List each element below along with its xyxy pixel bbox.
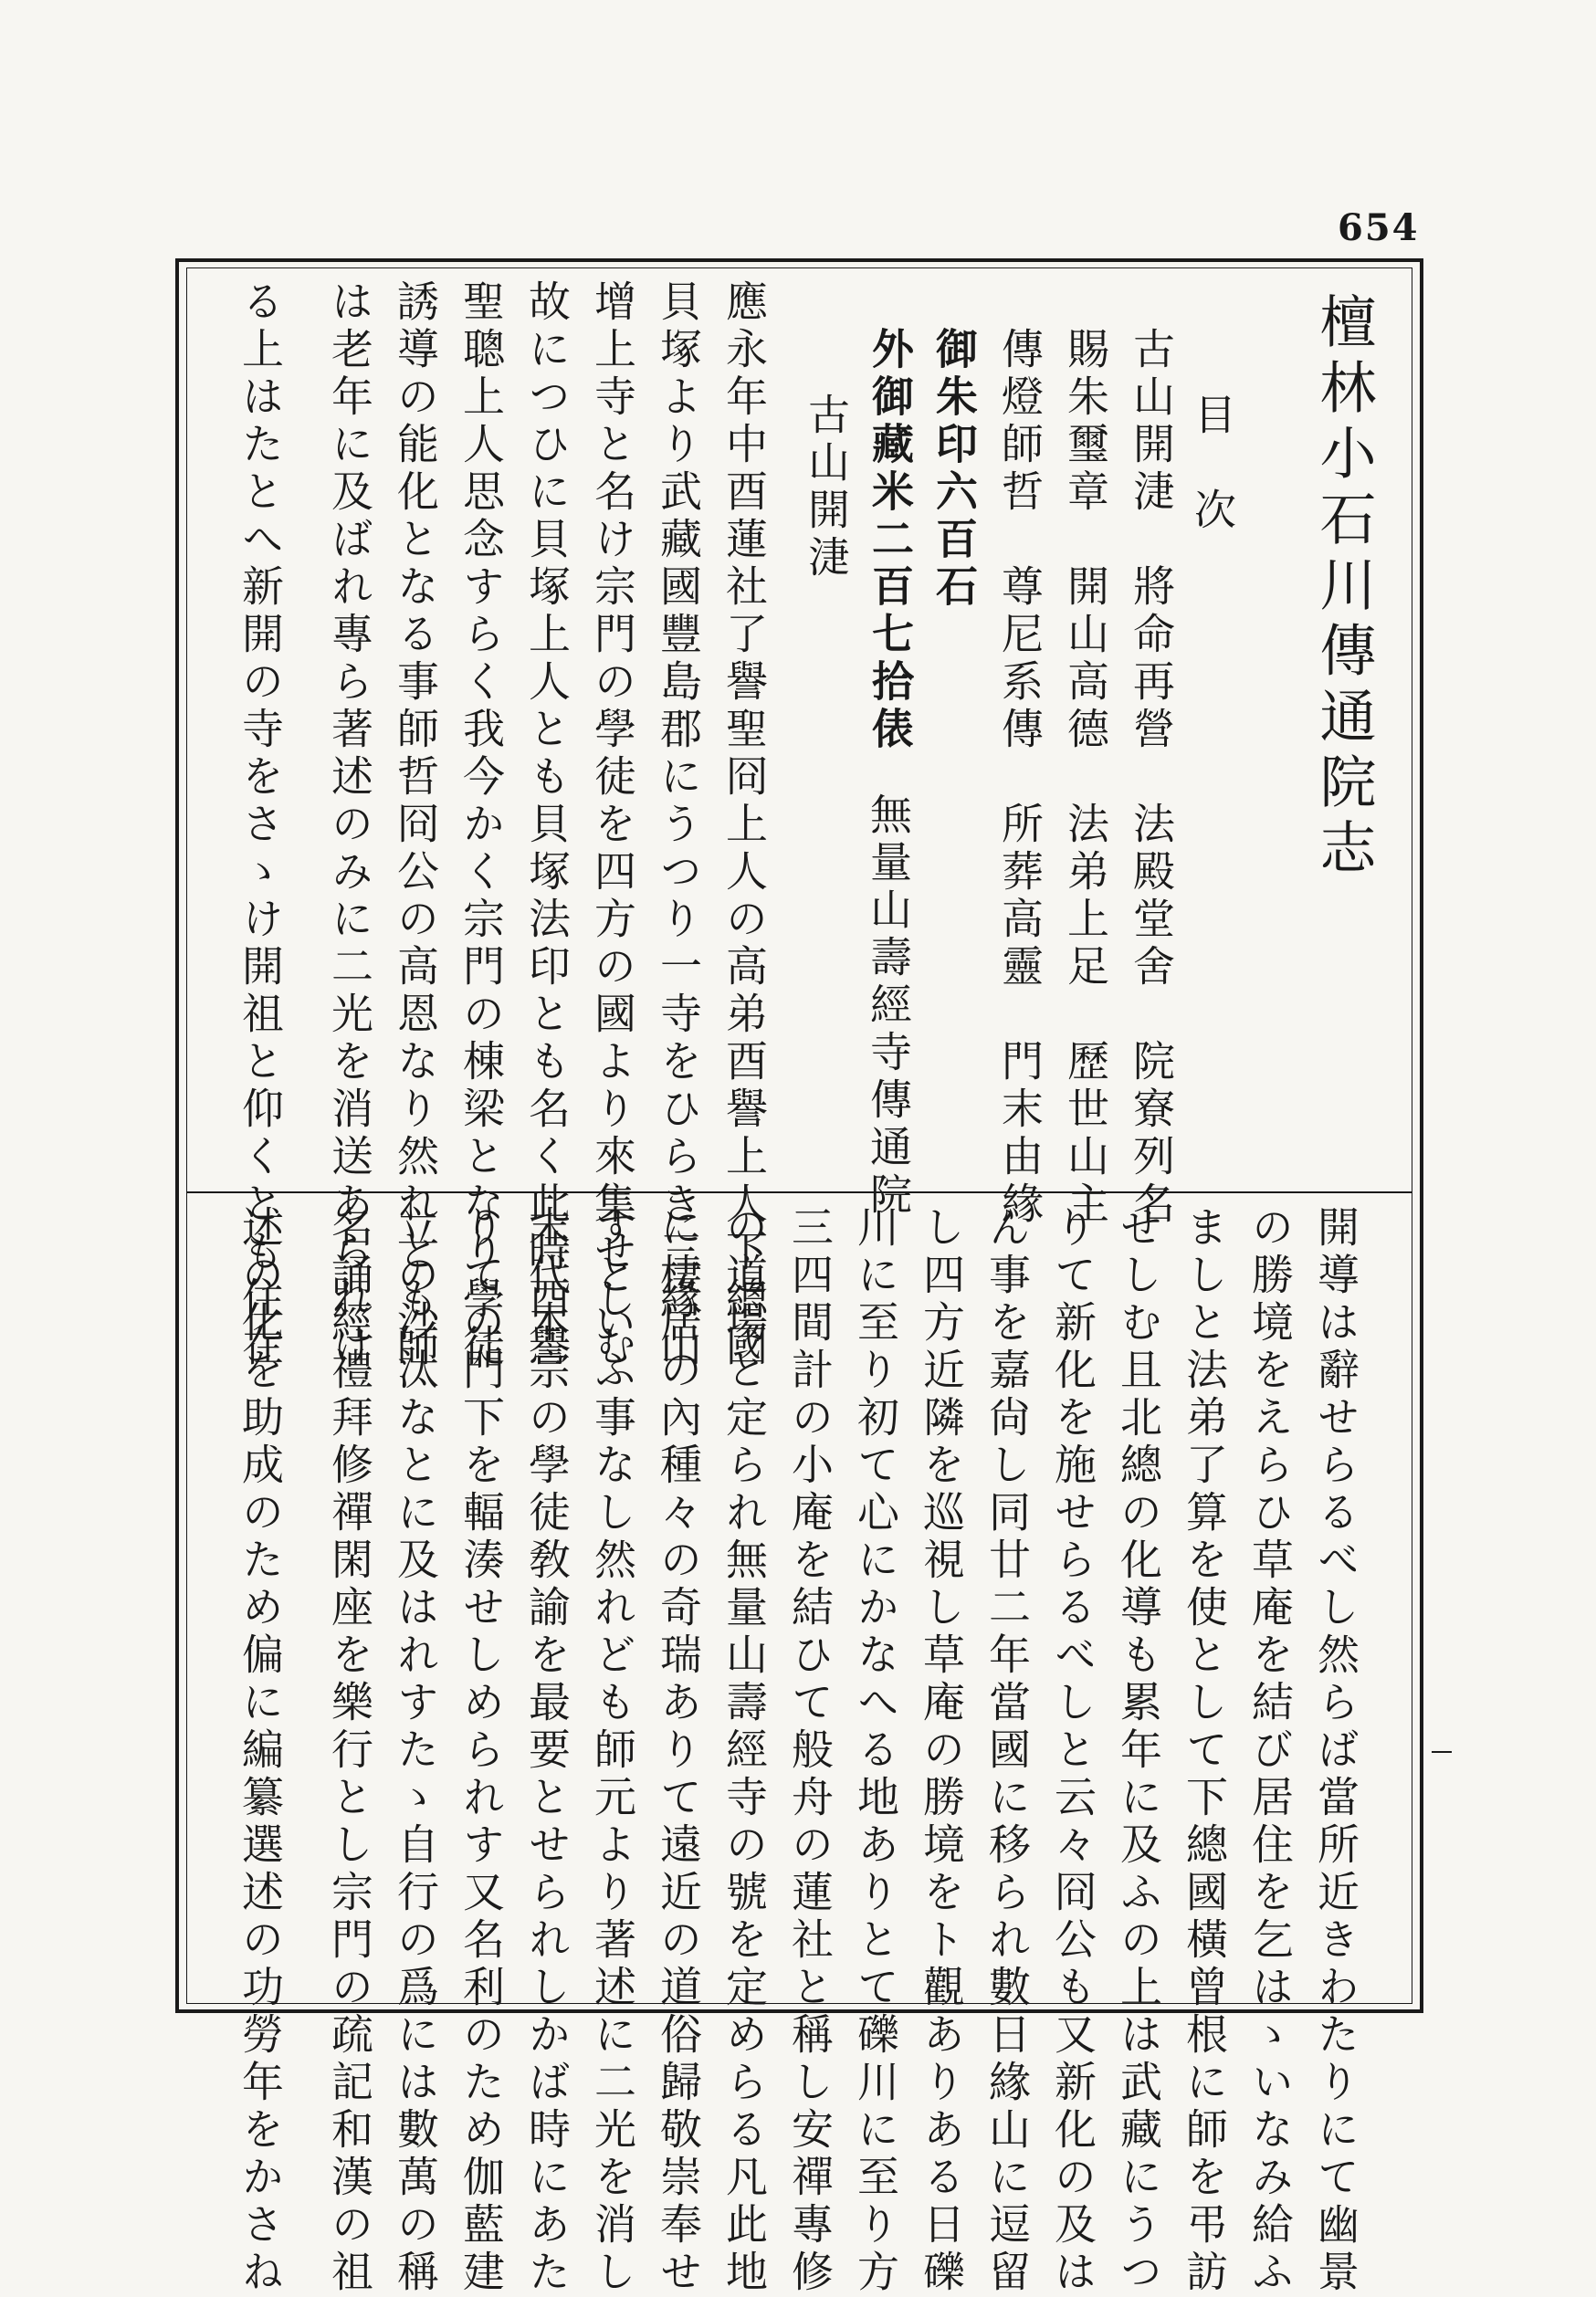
lower-body-line: 末代本宗の學徒敎諭を最要とせられしかば時にあた — [522, 1205, 572, 2297]
upper-body-line: は老年に及ばれ專ら著述のみに二光を消送あられけ — [325, 279, 374, 1371]
lower-body-line: 名誦經禮拜修禪閑座を樂行とし宗門の疏記和漢の祖 — [325, 1205, 374, 2297]
lower-body-line: りての門下を輻湊せしめられす又名利のため伽藍建 — [457, 1205, 506, 2297]
lower-body-line: の道場と定られ無量山壽經寺の號を定めらる凡此地 — [719, 1205, 769, 2297]
upper-body-line: 誘導の能化となる事師哲冏公の高恩なり然れとも師 — [391, 279, 440, 1371]
lower-body-line: ましと法弟了算を使として下總國橫曾根に師を弔訪 — [1180, 1205, 1229, 2297]
lower-body-line: せしむ且北總の化導も累年に及ふの上は武藏にうつ — [1114, 1205, 1163, 2297]
temple-name: 無量山壽經寺傳通院 — [864, 792, 913, 1220]
lower-body-line: に棲居の內種々の奇瑞ありて遠近の道俗歸敬崇奉せ — [654, 1205, 703, 2297]
upper-body-line: 貝塚より武藏國豐島郡にうつり一寺をひらき三緣山 — [654, 279, 703, 1371]
lower-body-line: 川に至り初て心にかなへる地ありとて礫川に至り方 — [851, 1205, 900, 2297]
book-title: 檀林小石川傳通院志 — [1310, 292, 1377, 884]
lower-body-line: すといふ事なし然れども師元より著述に二光を消し — [588, 1205, 637, 2297]
toc-row: 外御藏米二百七拾俵 — [866, 327, 915, 754]
lower-body-line: し四方近隣を巡視し草庵の勝境をト觀ありある日礫 — [917, 1205, 966, 2297]
lower-body-line: ん事を嘉尙し同廿二年當國に移られ數日緣山に逗留 — [982, 1205, 1032, 2297]
lower-body-line: 三四間計の小庵を結ひて般舟の蓮社と稱し安禪專修 — [785, 1205, 835, 2297]
toc-row: 賜朱璽章 開山高德 法弟上足 歷世山主 — [1061, 327, 1110, 1229]
section-heading: 古山開𣶏 — [802, 393, 851, 582]
lower-body-line: 述の化を助成のため偏に編纂選述の功勞年をかさね — [236, 1205, 285, 2297]
lower-body-line: 開導は辭せらるべし然らば當所近きわたりにて幽景 — [1311, 1205, 1360, 2297]
toc-row: 御朱印六百石 — [929, 327, 979, 612]
upper-body-line: 故につひに貝塚上人とも貝塚法印とも名く此時酉譽 — [522, 279, 572, 1371]
upper-body-line: る上はたとへ新開の寺をさゝけ開祖と仰くとも住在 — [236, 279, 285, 1371]
lower-body-line: りて新化を施せらるべしと云々冏公も又新化の及は — [1048, 1205, 1097, 2297]
upper-body-line: 聖聰上人思念すらく我今かく宗門の棟梁となり學徒 — [457, 279, 506, 1371]
toc-row: 古山開𣶏 將命再營 法殿堂舍 院寮列名 — [1127, 327, 1176, 1229]
toc-heading: 目 次 — [1188, 393, 1237, 535]
upper-body-line: 應永年中酉蓮社了譽聖冏上人の高弟酉譽上人下總國 — [719, 279, 769, 1371]
upper-body-line: 增上寺と名け宗門の學徒を四方の國より來集せしむ — [588, 279, 637, 1371]
page-number: 654 — [1338, 206, 1420, 249]
lower-body-line: 立の沙汰なとに及はれすたゝ自行の爲には數萬の稱 — [391, 1205, 440, 2297]
lower-body-line: の勝境をえらひ草庵を結び居住を乞はゝいなみ給ふ — [1245, 1205, 1295, 2297]
toc-row: 傳燈師哲 尊尼系傳 所葬高靈 門末由緣 — [995, 327, 1045, 1229]
margin-mark — [1432, 1751, 1452, 1753]
